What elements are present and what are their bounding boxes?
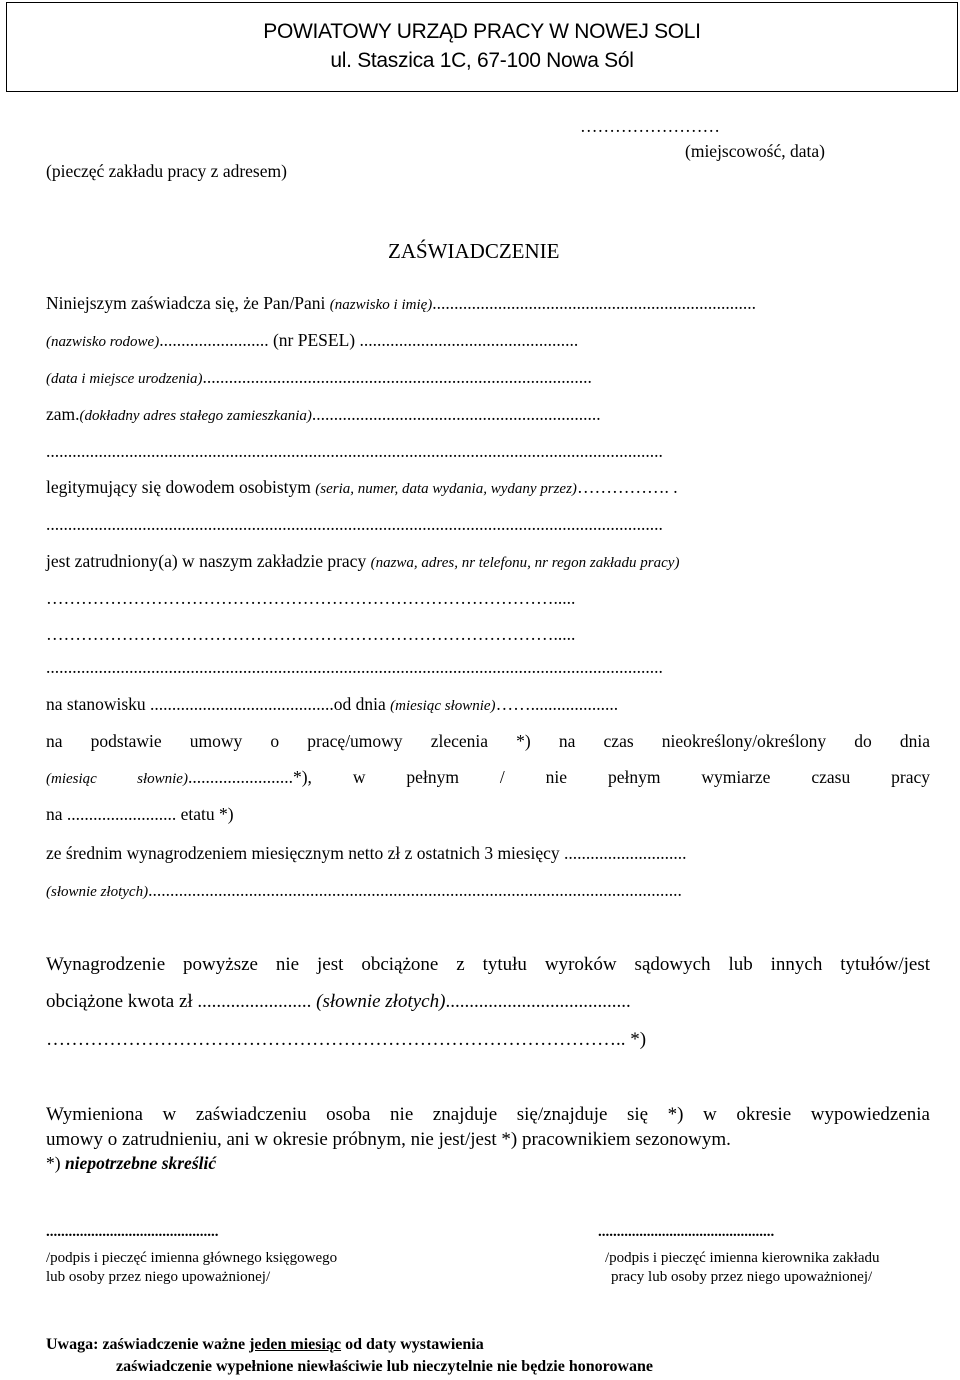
validity-note-prefix: Uwaga: zaświadczenie ważne (46, 1336, 250, 1353)
office-header-box (6, 2, 958, 92)
signature-right-dots: ............................................... (598, 1224, 775, 1240)
position-fill: …….................... (495, 694, 619, 714)
signature-left-line-1: /podpis i pieczęć imienna głównego księgowego (46, 1250, 338, 1266)
form-line-id (46, 479, 678, 497)
form-line-employer-3: ............................................................................................................................................. (46, 659, 663, 677)
employer-text: jest zatrudniony(a) w naszym zakładzie pracy (46, 551, 371, 571)
validity-note-period: jeden miesiąc (249, 1336, 342, 1353)
birth-hint: (data i miejsce urodzenia) (46, 371, 203, 387)
deductions-words-hint: (słownie złotych) (316, 991, 446, 1012)
contract-end-hint: (miesiąc słownie) (46, 771, 188, 787)
name-text: Niniejszym zaświadcza się, że Pan/Pani (46, 293, 330, 313)
id-fill: ……………. . (576, 477, 678, 497)
form-line-maiden-pesel (46, 332, 578, 350)
deductions-words-fill: ....................................... (445, 991, 631, 1012)
form-line-contract-end (46, 769, 930, 787)
maiden-pesel-fill: ......................... (nr PESEL) .................................................. (159, 330, 579, 350)
footnote-mark: *) (46, 1153, 65, 1173)
signature-right-line-2: pracy lub osoby przez niego upoważnionej/ (611, 1269, 873, 1285)
form-line-position (46, 696, 618, 714)
form-line-name (46, 295, 756, 313)
id-text: legitymujący się dowodem osobistym (46, 477, 316, 497)
form-line-address (46, 406, 601, 424)
invalid-note: zaświadczenie wypełnione niewłaściwie lub nieczytelnie nie będzie honorowane (116, 1358, 654, 1375)
form-line-salary: ze średnim wynagrodzeniem miesięcznym netto zł z ostatnich 3 miesięcy ............................ (46, 843, 687, 863)
form-line-contract: na podstawie umowy o pracę/umowy zlecenia *) na czas nieokreślony/określony do dnia (46, 731, 930, 751)
company-stamp-label: (pieczęć zakładu pracy z adresem) (46, 161, 287, 181)
form-line-birth (46, 369, 592, 387)
office-name: POWIATOWY URZĄD PRACY W NOWEJ SOLI (263, 20, 701, 43)
validity-note (46, 1337, 484, 1353)
salary-words-hint: (słownie złotych) (46, 884, 149, 900)
name-hint: (nazwisko i imię) (329, 297, 433, 313)
address-hint: (dokładny adres stałego zamieszkania) (79, 408, 312, 424)
signature-left-dots: .............................................. (46, 1224, 219, 1240)
name-fill: .......................................................................... (432, 293, 757, 313)
form-line-employer (46, 553, 679, 571)
birth-fill: ......................................................................................... (202, 367, 592, 387)
office-address: ul. Staszica 1C, 67-100 Nowa Sól (330, 49, 634, 72)
deductions-amount: obciążone kwota zł ........................ (46, 991, 317, 1012)
signature-right-line-1: /podpis i pieczęć imienna kierownika zakładu (605, 1250, 880, 1266)
employer-hint: (nazwa, adres, nr telefonu, nr regon zakładu pracy) (370, 555, 680, 571)
deductions-line-3: ……………………………………………………………………………….. *) (46, 1029, 647, 1050)
place-date-label: (miejscowość, data) (685, 141, 825, 161)
form-line-salary-words (46, 882, 682, 900)
form-line-id-cont: ............................................................................................................................................. (46, 516, 663, 534)
deductions-line-2 (46, 992, 631, 1011)
place-date-dots: …………………… (580, 116, 720, 136)
footnote-text: niepotrzebne skreślić (64, 1153, 217, 1173)
deductions-line-1: Wynagrodzenie powyższe nie jest obciążone z tytułu wyroków sądowych lub innych tytułów/jest (46, 954, 930, 975)
contract-end-text: ........................*), w pełnym / nie pełnym wymiarze czasu pracy (187, 767, 930, 787)
position-hint: (miesiąc słownie) (390, 698, 496, 714)
id-hint: (seria, numer, data wydania, wydany przez) (315, 481, 577, 497)
footnote (46, 1155, 216, 1173)
form-line-address-cont: ............................................................................................................................................. (46, 443, 663, 461)
statement-line-1: Wymieniona w zaświadczeniu osoba nie znajduje się/znajduje się *) w okresie wypowiedzenia (46, 1104, 930, 1125)
form-line-employer-2: ……………………………………………………………………………..... (46, 626, 576, 644)
position-text: na stanowisku ..........................................od dnia (46, 694, 391, 714)
validity-note-suffix: od daty wystawienia (341, 1336, 484, 1353)
document-title: ZAŚWIADCZENIE (388, 239, 560, 263)
form-line-fte: na ......................... etatu *) (46, 804, 234, 824)
form-line-employer-1: ……………………………………………………………………………..... (46, 590, 576, 608)
signature-left-line-2: lub osoby przez niego upoważnionej/ (46, 1269, 271, 1285)
maiden-name-hint: (nazwisko rodowe) (46, 334, 160, 350)
statement-line-2: umowy o zatrudnieniu, ani w okresie próbnym, nie jest/jest *) pracownikiem sezonowym. (46, 1129, 731, 1150)
address-prefix: zam. (46, 404, 80, 424)
salary-words-fill: .......................................................................................................................... (148, 880, 682, 900)
address-fill: .................................................................. (311, 404, 601, 424)
